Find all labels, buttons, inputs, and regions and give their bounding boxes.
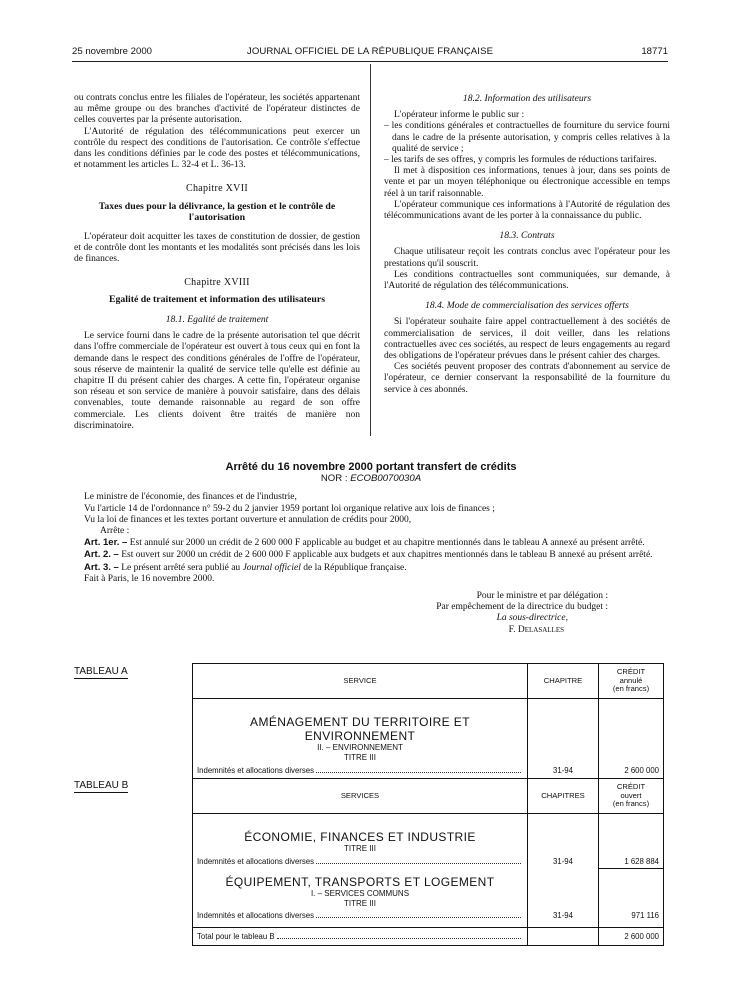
paragraph: Les conditions contractuelles sont communiquées, sur demande, à l'Autorité de régulation des télécommunications. xyxy=(384,269,670,292)
issue-date: 25 novembre 2000 xyxy=(72,46,153,57)
column-separator xyxy=(370,64,371,436)
header-rule xyxy=(72,61,668,62)
article-text: de la République française. xyxy=(303,562,407,573)
signature-line: Pour le ministre et par délégation : xyxy=(476,591,608,602)
header-line: CRÉDIT xyxy=(616,666,646,676)
signature-line: Par empêchement de la directrice du budget : xyxy=(436,602,608,613)
column-header: CHAPITRES xyxy=(528,779,599,814)
row-chapitre: 31-94 xyxy=(528,854,599,869)
table-row xyxy=(193,854,663,869)
row-credit: 1 628 884 xyxy=(599,854,664,869)
column-header xyxy=(599,664,664,699)
article-label: Art. 2. – xyxy=(84,549,119,561)
paragraph: Si l'opérateur souhaite faire appel contractuellement à des sociétés de commercialisation de services, il doit veiller, dans les relations contractuelles avec ces sociétés, au respect de leurs engagements au regard des obligations de l'opérateur prévues dans le présent cahier des charges. xyxy=(384,317,670,362)
tableau-b xyxy=(192,778,664,946)
row-label: Indemnités et allocations diverses xyxy=(197,765,315,775)
article-label: Art. 1er. – xyxy=(84,537,128,549)
paragraph: Il met à disposition ces informations, tenues à jour, dans ses points de vente et par un moyen téléphonique ou électronique accessible en temps réel à un tarif raisonnable. xyxy=(384,166,670,199)
header-line: (en francs) xyxy=(612,684,650,694)
row-label: Indemnités et allocations diverses xyxy=(197,911,315,920)
total-label: Total pour le tableau B xyxy=(197,931,275,941)
row-chapitre: 31-94 xyxy=(528,763,599,783)
nor-reference xyxy=(74,473,668,484)
tableau-a xyxy=(192,663,664,784)
subsection-title: I. – SERVICES COMMUNS xyxy=(310,888,410,898)
tableau-b-label: TABLEAU B xyxy=(74,780,129,791)
paragraph: Arrête : xyxy=(100,526,130,537)
article-text: Est ouvert sur 2000 un crédit de 2 600 000 F applicable aux budgets et aux chapitres mentionnés dans le tableau B annexé au présent arrêté. xyxy=(121,550,653,561)
chapter-title: Taxes dues pour la délivrance, la gestion et le contrôle de l'autorisation xyxy=(98,200,336,224)
table-total-row xyxy=(193,927,663,945)
header-line: annulé xyxy=(619,675,643,685)
section-title: ÉQUIPEMENT, TRANSPORTS ET LOGEMENT xyxy=(225,874,495,889)
subsection-title: TITRE III xyxy=(344,898,376,908)
column-header: SERVICES xyxy=(193,779,528,814)
left-column xyxy=(74,93,360,432)
nor-value: ECOB0070030A xyxy=(350,473,422,485)
journal-title: JOURNAL OFFICIEL DE LA RÉPUBLIQUE FRANÇAISE xyxy=(246,46,494,57)
section-title: 18.1. Egalité de traitement xyxy=(165,313,269,325)
row-label: Indemnités et allocations diverses xyxy=(197,856,315,866)
chapter-heading: Chapitre XVIII xyxy=(184,277,250,289)
paragraph: Vu la loi de finances et les textes portant ouverture et annulation de crédits pour 2000, xyxy=(84,514,412,525)
row-credit: 2 600 000 xyxy=(624,765,659,775)
chapter-heading: Chapitre XVII xyxy=(186,183,248,195)
subsection-title: TITRE III xyxy=(344,844,376,853)
section-title: 18.2. Information des utilisateurs xyxy=(462,93,592,104)
article-1 xyxy=(74,537,668,549)
section-title: AMÉNAGEMENT DU TERRITOIRE ET ENVIRONNEMENT xyxy=(250,715,470,743)
paragraph: ou contrats conclus entre les filiales de l'opérateur, les sociétés appartenant au même groupe ou des branches d'activité de l'opérateur distinctes de celles couvertes par la présente autorisation. xyxy=(74,93,360,126)
section-title: ÉCONOMIE, FINANCES ET INDUSTRIE xyxy=(244,830,476,844)
article-label: Art. 3. – xyxy=(84,561,119,573)
header-line: ouvert xyxy=(620,790,642,800)
section-title: 18.4. Mode de commercialisation des services offerts xyxy=(425,300,629,312)
column-header: SERVICE xyxy=(193,664,528,699)
page-number: 18771 xyxy=(641,46,668,57)
chapter-title: Egalité de traitement et information des utilisateurs xyxy=(108,294,326,306)
paragraph: L'opérateur informe le public sur : xyxy=(394,110,525,121)
right-column xyxy=(384,93,670,396)
total-credit: 2 600 000 xyxy=(599,927,664,945)
column-header xyxy=(599,779,664,814)
paragraph: Chaque utilisateur reçoit les contrats conclus avec l'opérateur pour les prestations qu'il souscrit. xyxy=(384,247,670,269)
signature-line: La sous-directrice, xyxy=(496,613,568,624)
article-text-italic: Journal officiel xyxy=(242,562,301,573)
signature-name: F. Delasalles xyxy=(508,624,564,635)
paragraph: L'opérateur doit acquitter les taxes de constitution de dossier, de gestion et de contrôle dont les montants et les modalités sont précisés dans les lois de finances. xyxy=(74,231,360,265)
paragraph: Fait à Paris, le 16 novembre 2000. xyxy=(84,573,215,584)
paragraph: Le service fourni dans le cadre de la présente autorisation tel que décrit dans l'offre commerciale de l'opérateur est ouvert à tous ceux qui en font la demande dans le respect des conditions générales de l'offre de l'opérateur, sous réserve de maintenir la qualité de service telle qu'elle est définie au chapitre II du présent cahier des charges. A cette fin, l'opérateur organise son réseau et son service de manière à pouvoir satisfaire, dans des délais convenables, toute demande raisonnable au regard de son offre commerciale. Les clients doivent être traités de manière non discriminatoire. xyxy=(74,331,360,431)
paragraph: L'Autorité de régulation des télécommunications peut exercer un contrôle du respect des conditions de l'autorisation. Ce contrôle s'effectue dans les conditions définies par le code des postes et télécommunications, et notamment les articles L. 32-4 et L. 36-13. xyxy=(74,126,360,171)
column-header: CHAPITRE xyxy=(528,664,599,699)
decree-title: Arrêté du 16 novembre 2000 portant transfert de crédits xyxy=(225,461,517,473)
list-item: – les tarifs de ses offres, y compris les formules de réductions tarifaires. xyxy=(384,155,657,166)
decree-block xyxy=(74,462,668,636)
table-row xyxy=(193,909,663,928)
article-text: Est annulé sur 2000 un crédit de 2 600 000 F applicable au budget et au chapitre mentionnés dans le tableau A annexé au présent arrêté. xyxy=(129,538,645,549)
signature-block xyxy=(74,591,608,636)
article-2 xyxy=(74,549,668,561)
paragraph: Vu l'article 14 de l'ordonnance n° 59-2 du 2 janvier 1959 portant loi organique relative aux lois de finances ; xyxy=(84,503,495,514)
section-title: 18.3. Contrats xyxy=(499,230,555,242)
nor-label: NOR : xyxy=(320,473,348,485)
row-chapitre: 31-94 xyxy=(528,909,599,928)
row-credit: 971 116 xyxy=(631,911,659,920)
header-line: CRÉDIT xyxy=(616,781,646,791)
page-header xyxy=(72,46,668,60)
subsection-title: TITRE III xyxy=(344,753,376,762)
subsection-title: II. – ENVIRONNEMENT xyxy=(317,743,403,752)
paragraph: Le ministre de l'économie, des finances et de l'industrie, xyxy=(84,492,297,503)
list-item: – les conditions générales et contractuelles de fourniture du service fourni dans le cadre de la présente autorisation, y compris celles relatives à la qualité de service ; xyxy=(384,121,670,154)
article-text: Le présent arrêté sera publié au xyxy=(121,562,241,573)
paragraph: Ces sociétés peuvent proposer des contrats d'abonnement au service de l'opérateur, ce dernier conservant la responsabilité de la fourniture du service à ces abonnés. xyxy=(384,362,670,395)
paragraph: L'opérateur communique ces informations à l'Autorité de régulation des télécommunications avant de les porter à la connaissance du public. xyxy=(384,199,670,222)
article-3 xyxy=(74,562,668,574)
header-line: (en francs) xyxy=(612,799,650,809)
tableau-a-label: TABLEAU A xyxy=(74,666,128,677)
